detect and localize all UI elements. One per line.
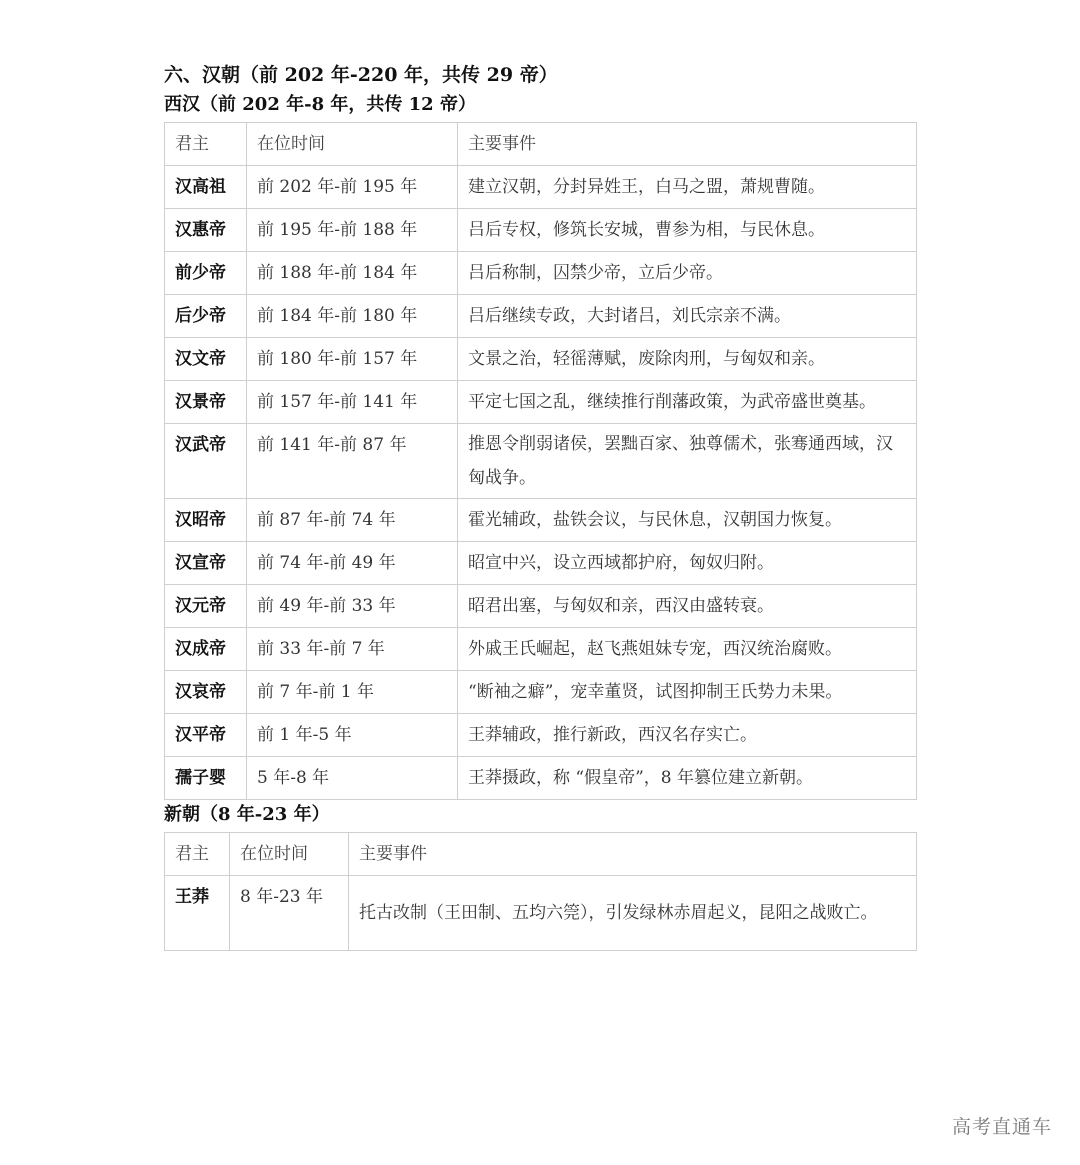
- table-row: [165, 876, 917, 951]
- period-cell: 前 74 年-前 49 年: [247, 542, 458, 585]
- events-cell: 推恩令削弱诸侯，罢黜百家、独尊儒术，张骞通西域，汉匈战争。: [458, 424, 917, 499]
- table-row: [165, 542, 917, 585]
- period-cell: 前 202 年-前 195 年: [247, 166, 458, 209]
- table-row: [165, 166, 917, 209]
- ruler-cell: 汉宣帝: [165, 542, 247, 585]
- table-header-row: [165, 123, 917, 166]
- table-row: [165, 209, 917, 252]
- period-cell: 前 188 年-前 184 年: [247, 252, 458, 295]
- ruler-cell: 王莽: [165, 876, 230, 951]
- ruler-cell: 汉文帝: [165, 338, 247, 381]
- events-cell: 昭宣中兴，设立西域都护府，匈奴归附。: [458, 542, 917, 585]
- events-cell: 昭君出塞，与匈奴和亲，西汉由盛转衰。: [458, 585, 917, 628]
- section-title: 六、汉朝（前 202 年-220 年，共传 29 帝）: [164, 64, 558, 86]
- header-ruler: 君主: [165, 833, 230, 876]
- header-events: 主要事件: [458, 123, 917, 166]
- table-row: [165, 338, 917, 381]
- events-cell: 外戚王氏崛起，赵飞燕姐妹专宠，西汉统治腐败。: [458, 628, 917, 671]
- western-han-title: 西汉（前 202 年-8 年，共传 12 帝）: [164, 94, 476, 115]
- period-cell: 前 180 年-前 157 年: [247, 338, 458, 381]
- table-row: [165, 628, 917, 671]
- ruler-cell: 汉昭帝: [165, 499, 247, 542]
- ruler-cell: 汉平帝: [165, 714, 247, 757]
- table-row: [165, 671, 917, 714]
- ruler-cell: 汉景帝: [165, 381, 247, 424]
- period-cell: 前 157 年-前 141 年: [247, 381, 458, 424]
- ruler-cell: 前少帝: [165, 252, 247, 295]
- ruler-cell: 汉成帝: [165, 628, 247, 671]
- table-row: [165, 499, 917, 542]
- period-cell: 5 年-8 年: [247, 757, 458, 800]
- table-row: [165, 714, 917, 757]
- period-cell: 前 184 年-前 180 年: [247, 295, 458, 338]
- document-page: [164, 62, 916, 951]
- period-cell: 前 7 年-前 1 年: [247, 671, 458, 714]
- period-cell: 前 87 年-前 74 年: [247, 499, 458, 542]
- table-header-row: [165, 833, 917, 876]
- table-row: [165, 757, 917, 800]
- ruler-cell: 汉哀帝: [165, 671, 247, 714]
- header-ruler: 君主: [165, 123, 247, 166]
- events-cell: 托古改制（王田制、五均六筦），引发绿林赤眉起义，昆阳之战败亡。: [349, 876, 917, 951]
- table-row: [165, 252, 917, 295]
- xin-dynasty-title: 新朝（8 年-23 年）: [164, 804, 330, 825]
- period-cell: 8 年-23 年: [230, 876, 349, 951]
- xin-dynasty-table: [164, 832, 917, 951]
- header-period: 在位时间: [247, 123, 458, 166]
- events-cell: 吕后继续专政，大封诸吕，刘氏宗亲不满。: [458, 295, 917, 338]
- watermark-text: 高考直通车: [951, 1116, 1052, 1138]
- events-cell: 霍光辅政，盐铁会议，与民休息，汉朝国力恢复。: [458, 499, 917, 542]
- header-period: 在位时间: [230, 833, 349, 876]
- ruler-cell: 汉武帝: [165, 424, 247, 499]
- events-cell: “断袖之癖”，宠幸董贤，试图抑制王氏势力未果。: [458, 671, 917, 714]
- events-cell: 建立汉朝，分封异姓王，白马之盟，萧规曹随。: [458, 166, 917, 209]
- header-events: 主要事件: [349, 833, 917, 876]
- table-row: [165, 585, 917, 628]
- period-cell: 前 195 年-前 188 年: [247, 209, 458, 252]
- period-cell: 前 141 年-前 87 年: [247, 424, 458, 499]
- events-cell: 王莽辅政，推行新政，西汉名存实亡。: [458, 714, 917, 757]
- table-row: [165, 424, 917, 499]
- period-cell: 前 33 年-前 7 年: [247, 628, 458, 671]
- period-cell: 前 49 年-前 33 年: [247, 585, 458, 628]
- events-cell: 吕后称制，囚禁少帝，立后少帝。: [458, 252, 917, 295]
- ruler-cell: 汉元帝: [165, 585, 247, 628]
- ruler-cell: 孺子婴: [165, 757, 247, 800]
- events-cell: 吕后专权，修筑长安城，曹参为相，与民休息。: [458, 209, 917, 252]
- events-cell: 文景之治，轻徭薄赋，废除肉刑，与匈奴和亲。: [458, 338, 917, 381]
- events-cell: 平定七国之乱，继续推行削藩政策，为武帝盛世奠基。: [458, 381, 917, 424]
- table-row: [165, 381, 917, 424]
- events-cell: 王莽摄政，称 “假皇帝”，8 年篡位建立新朝。: [458, 757, 917, 800]
- ruler-cell: 汉惠帝: [165, 209, 247, 252]
- ruler-cell: 汉高祖: [165, 166, 247, 209]
- period-cell: 前 1 年-5 年: [247, 714, 458, 757]
- western-han-table: [164, 122, 917, 800]
- ruler-cell: 后少帝: [165, 295, 247, 338]
- table-row: [165, 295, 917, 338]
